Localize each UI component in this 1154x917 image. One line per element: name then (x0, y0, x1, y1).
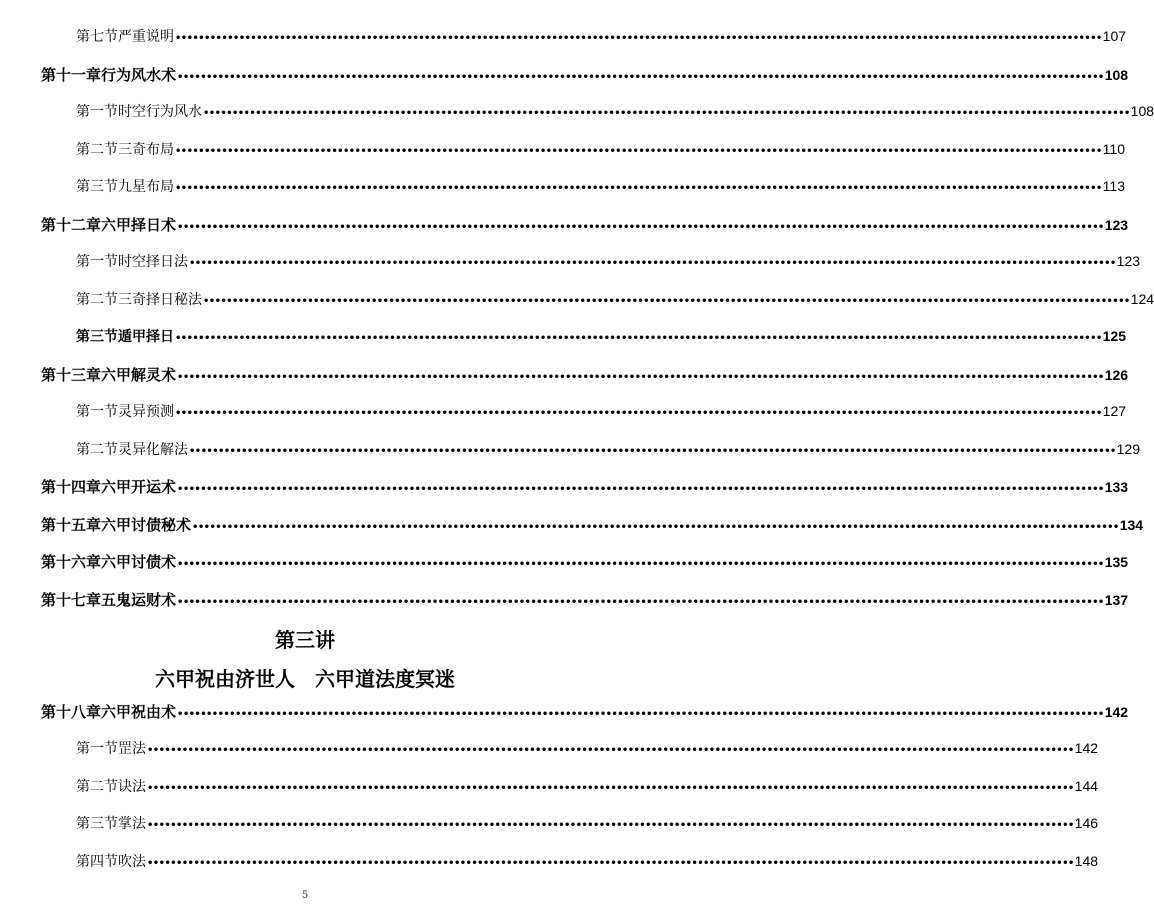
toc-row (0, 439, 1141, 463)
dot-leader: •••••••••••••••••••••••••••••••••••••••••••••••••••••••••••••••••••••••••••••••••••••••••••••••••••••••••••••••••••••••••••••••••••••••••••••••••••••••••••••••• (175, 333, 1102, 344)
dot-leader: •••••••••••••••••••••••••••••••••••••••••••••••••••••••••••••••••••••••••••••••••••••••••••••••••••••••••••••••••••••••••••••••••••••••••••••••••••••••••••••••• (177, 559, 1104, 570)
entry-title: 罡法 (118, 741, 146, 757)
entry-title: 六甲解灵术 (101, 366, 177, 384)
dot-leader: •••••••••••••••••••••••••••••••••••••••••••••••••••••••••••••••••••••••••••••••••••••••••••••••••••••••••••••••••••••••••••••••••••••••••••••••••••••••••••••••• (192, 522, 1119, 533)
entry-title: 九星布局 (118, 179, 174, 195)
toc-row (0, 64, 1129, 88)
entry-page-number: 113 (1102, 178, 1125, 194)
dot-leader: •••••••••••••••••••••••••••••••••••••••••••••••••••••••••••••••••••••••••••••••••••••••••••••••••••••••••••••••••••••••••••••••••••••••••••••••••••••••••••••••• (177, 372, 1104, 383)
toc-row (0, 401, 1127, 425)
entry-title: 六甲讨债秘术 (101, 516, 192, 534)
entry-title: 六甲祝由术 (101, 703, 177, 721)
toc-section-entry[interactable] (76, 176, 1125, 196)
toc-section-entry[interactable] (76, 401, 1127, 421)
entry-number: 第十三章 (41, 366, 102, 384)
entry-number: 第十五章 (41, 516, 102, 534)
entry-title: 严重说明 (118, 29, 174, 45)
dot-leader: •••••••••••••••••••••••••••••••••••••••••••••••••••••••••••••••••••••••••••••••••••••••••••••••••••••••••••••••••••••••••••••••••••••••••••••••••••••••••••••••• (177, 709, 1104, 720)
toc-section-entry[interactable] (76, 439, 1141, 459)
entry-page-number: 135 (1104, 554, 1129, 570)
entry-page-number: 142 (1074, 740, 1099, 756)
entry-page-number: 123 (1116, 253, 1141, 269)
dot-leader: •••••••••••••••••••••••••••••••••••••••••••••••••••••••••••••••••••••••••••••••••••••••••••••••••••••••••••••••••••••••••••••••••••••••••••••••••••••••••••••••• (147, 858, 1074, 869)
entry-title: 六甲择日术 (101, 216, 177, 234)
entry-page-number: 146 (1074, 815, 1099, 831)
entry-page-number: 129 (1116, 441, 1141, 457)
entry-title: 六甲开运术 (101, 478, 177, 496)
entry-number: 第七节 (76, 29, 118, 45)
toc-row (0, 139, 1125, 163)
dot-leader: •••••••••••••••••••••••••••••••••••••••••••••••••••••••••••••••••••••••••••••••••••••••••••••••••••••••••••••••••••••••••••••••••••••••••••••••••••••••••••••••• (177, 222, 1104, 233)
entry-page-number: 126 (1104, 367, 1129, 383)
entry-page-number: 125 (1102, 328, 1127, 344)
toc-row (0, 251, 1141, 275)
entry-number: 第十六章 (41, 553, 102, 571)
toc-row (0, 26, 1127, 50)
entry-page-number: 123 (1104, 217, 1129, 233)
entry-title: 吹法 (118, 854, 146, 870)
dot-leader: •••••••••••••••••••••••••••••••••••••••••••••••••••••••••••••••••••••••••••••••••••••••••••••••••••••••••••••••••••••••••••••••••••••••••••••••••••••••••••••••• (177, 72, 1104, 83)
entry-title: 五鬼运财术 (101, 591, 177, 609)
entry-title: 六甲讨债术 (101, 553, 177, 571)
dot-leader: •••••••••••••••••••••••••••••••••••••••••••••••••••••••••••••••••••••••••••••••••••••••••••••••••••••••••••••••••••••••••••••••••••••••••••••••••••••••••••••••• (189, 446, 1116, 457)
entry-number: 第十八章 (41, 703, 102, 721)
entry-page-number: 133 (1104, 479, 1129, 495)
toc-row (0, 813, 1099, 837)
toc-section-entry[interactable] (76, 813, 1099, 833)
entry-number: 第二节 (76, 142, 118, 158)
entry-number: 第一节 (76, 741, 118, 757)
dot-leader: •••••••••••••••••••••••••••••••••••••••••••••••••••••••••••••••••••••••••••••••••••••••••••••••••••••••••••••••••••••••••••••••••••••••••••••••••••••••••••••••• (175, 183, 1102, 194)
toc-chapter-entry[interactable] (41, 214, 1129, 235)
entry-title: 诀法 (118, 779, 146, 795)
entry-number: 第一节 (76, 104, 118, 120)
toc-section-entry[interactable] (76, 776, 1099, 796)
toc-row (0, 476, 1129, 500)
toc-chapter-entry[interactable] (41, 589, 1129, 610)
toc-row (0, 551, 1129, 575)
entry-title: 时空择日法 (118, 254, 188, 270)
toc-row (0, 776, 1099, 800)
dot-leader: •••••••••••••••••••••••••••••••••••••••••••••••••••••••••••••••••••••••••••••••••••••••••••••••••••••••••••••••••••••••••••••••••••••••••••••••••••••••••••••••• (147, 820, 1074, 831)
toc-row (0, 738, 1099, 762)
toc-chapter-entry[interactable] (41, 364, 1129, 385)
toc-section-entry[interactable] (76, 251, 1141, 271)
dot-leader: •••••••••••••••••••••••••••••••••••••••••••••••••••••••••••••••••••••••••••••••••••••••••••••••••••••••••••••••••••••••••••••••••••••••••••••••••••••••••••••••• (147, 783, 1074, 794)
entry-number: 第二节 (76, 442, 118, 458)
entry-number: 第三节 (76, 329, 118, 345)
entry-page-number: 107 (1102, 28, 1127, 44)
toc-section-entry[interactable] (76, 851, 1099, 871)
entry-number: 第三节 (76, 816, 118, 832)
dot-leader: •••••••••••••••••••••••••••••••••••••••••••••••••••••••••••••••••••••••••••••••••••••••••••••••••••••••••••••••••••••••••••••••••••••••••••••••••••••••••••••••• (203, 108, 1130, 119)
entry-page-number: 137 (1104, 592, 1129, 608)
entry-title: 行为风水术 (101, 66, 177, 84)
toc-section-entry[interactable] (76, 326, 1127, 346)
page-number: 5 (301, 890, 309, 901)
toc-row (0, 701, 1129, 725)
dot-leader: •••••••••••••••••••••••••••••••••••••••••••••••••••••••••••••••••••••••••••••••••••••••••••••••••••••••••••••••••••••••••••••••••••••••••••••••••••••••••••••••• (189, 258, 1116, 269)
entry-number: 第十七章 (41, 591, 102, 609)
entry-title: 灵异化解法 (118, 442, 188, 458)
dot-leader: •••••••••••••••••••••••••••••••••••••••••••••••••••••••••••••••••••••••••••••••••••••••••••••••••••••••••••••••••••••••••••••••••••••••••••••••••••••••••••••••• (177, 484, 1104, 495)
entry-number: 第十二章 (41, 216, 102, 234)
toc-chapter-entry[interactable] (41, 64, 1129, 85)
entry-number: 第十四章 (41, 478, 102, 496)
toc-section-entry[interactable] (76, 289, 1154, 309)
toc-section-entry[interactable] (76, 738, 1099, 758)
entry-page-number: 134 (1119, 517, 1144, 533)
entry-page-number: 110 (1102, 141, 1125, 157)
toc-section-entry[interactable] (76, 101, 1154, 121)
dot-leader: •••••••••••••••••••••••••••••••••••••••••••••••••••••••••••••••••••••••••••••••••••••••••••••••••••••••••••••••••••••••••••••••••••••••••••••••••••••••••••••••• (203, 296, 1130, 307)
toc-chapter-entry[interactable] (41, 701, 1129, 722)
dot-leader: •••••••••••••••••••••••••••••••••••••••••••••••••••••••••••••••••••••••••••••••••••••••••••••••••••••••••••••••••••••••••••••••••••••••••••••••••••••••••••••••• (175, 408, 1102, 419)
dot-leader: •••••••••••••••••••••••••••••••••••••••••••••••••••••••••••••••••••••••••••••••••••••••••••••••••••••••••••••••••••••••••••••••••••••••••••••••••••••••••••••••• (177, 597, 1104, 608)
toc-row (0, 364, 1129, 388)
dot-leader: •••••••••••••••••••••••••••••••••••••••••••••••••••••••••••••••••••••••••••••••••••••••••••••••••••••••••••••••••••••••••••••••••••••••••••••••••••••••••••••••• (175, 146, 1102, 157)
entry-number: 第二节 (76, 292, 118, 308)
toc-row (0, 514, 1144, 538)
toc-section-entry[interactable] (76, 26, 1127, 46)
entry-number: 第一节 (76, 404, 118, 420)
toc-section-entry[interactable] (76, 139, 1125, 159)
lecture-heading: 第三讲 (275, 628, 335, 652)
entry-page-number: 144 (1074, 778, 1099, 794)
toc-row (0, 851, 1099, 875)
toc-row (0, 289, 1154, 313)
toc-row (0, 589, 1129, 613)
entry-number: 第四节 (76, 854, 118, 870)
entry-title: 遁甲择日 (118, 329, 174, 345)
entry-page-number: 108 (1130, 103, 1154, 119)
entry-title: 三奇择日秘法 (118, 292, 202, 308)
entry-number: 第十一章 (41, 66, 102, 84)
entry-page-number: 142 (1104, 704, 1129, 720)
toc-chapter-entry[interactable] (41, 476, 1129, 497)
entry-number: 第三节 (76, 179, 118, 195)
entry-page-number: 127 (1102, 403, 1127, 419)
toc-row (0, 214, 1129, 238)
entry-title: 时空行为风水 (118, 104, 202, 120)
entry-number: 第一节 (76, 254, 118, 270)
entry-title: 三奇布局 (118, 142, 174, 158)
toc-row (0, 176, 1125, 200)
entry-page-number: 124 (1130, 291, 1154, 307)
toc-chapter-entry[interactable] (41, 551, 1129, 572)
toc-chapter-entry[interactable] (41, 514, 1144, 535)
dot-leader: •••••••••••••••••••••••••••••••••••••••••••••••••••••••••••••••••••••••••••••••••••••••••••••••••••••••••••••••••••••••••••••••••••••••••••••••••••••••••••••••• (147, 745, 1074, 756)
entry-number: 第二节 (76, 779, 118, 795)
entry-title: 灵异预测 (118, 404, 174, 420)
toc-row (0, 326, 1127, 350)
toc-row (0, 101, 1154, 125)
entry-page-number: 108 (1104, 67, 1129, 83)
dot-leader: •••••••••••••••••••••••••••••••••••••••••••••••••••••••••••••••••••••••••••••••••••••••••••••••••••••••••••••••••••••••••••••••••••••••••••••••••••••••••••••••• (175, 33, 1102, 44)
entry-page-number: 148 (1074, 853, 1099, 869)
lecture-subtitle: 六甲祝由济世人 六甲道法度冥迷 (155, 667, 455, 691)
entry-title: 掌法 (118, 816, 146, 832)
